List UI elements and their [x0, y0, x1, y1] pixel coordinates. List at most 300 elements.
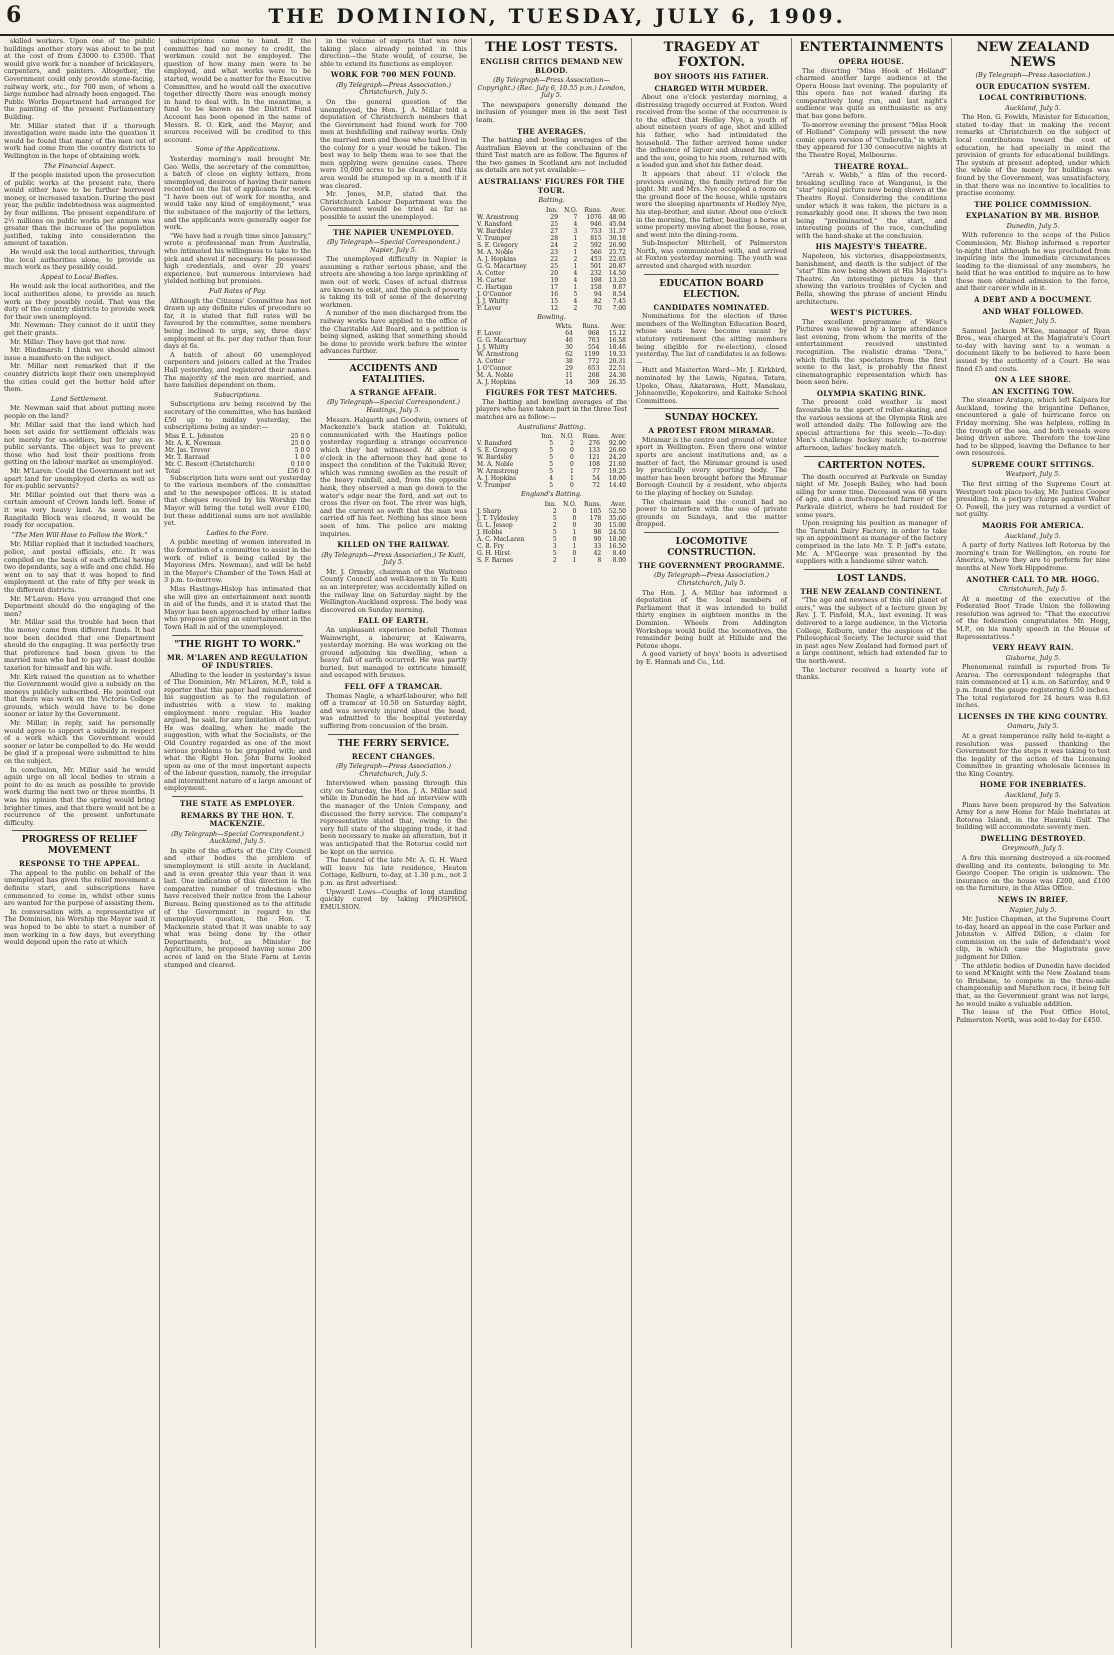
table-cell: C. Hartigan	[477, 283, 513, 291]
paragraph: The athletic bodies of Dunedin have decided to send M'Knight with the New Zealand team to Brisbane, to compete in the three-mile championship and Marathon race, it being felt that, as the Government grant was not large, he would make a valuable addition.	[956, 961, 1110, 1008]
subscriber-name: Mr. C. Bescott (Christchurch)	[165, 460, 255, 468]
subheadline: KILLED ON THE RAILWAY.	[337, 540, 450, 550]
table-header-cell: Runs.	[582, 323, 600, 331]
subheadline: A PROTEST FROM MIRAMAR.	[648, 426, 775, 436]
table-cell: 8.54	[612, 290, 626, 298]
table-cell: 1	[573, 234, 578, 242]
subheadline: CHARGED WITH MURDER.	[654, 83, 769, 93]
table-cell: 12	[550, 304, 559, 312]
table-cell: 13.20	[608, 276, 626, 284]
table-cell: 46	[565, 337, 573, 345]
table-cell: 21.60	[608, 461, 626, 469]
paragraph: The lease of the Post Office Hotel, Palmerston North, was sold to-day for £450.	[956, 1008, 1110, 1024]
table-cell: 18.00	[608, 475, 626, 483]
table-cell: 0	[572, 535, 577, 543]
table-label: Batting.	[538, 196, 565, 205]
table-cell: J. J. Whitty	[477, 297, 509, 305]
article-body	[320, 417, 467, 539]
table-row	[476, 372, 627, 379]
table-header-row	[476, 433, 627, 440]
table-cell: 1	[572, 556, 577, 564]
table-cell: 108	[588, 461, 600, 469]
table-row	[476, 461, 627, 468]
table-header-cell	[476, 433, 535, 440]
table-label: England's Batting.	[521, 490, 582, 499]
table-cell: 17	[550, 283, 559, 291]
table-cell: 72	[592, 482, 600, 490]
subscriber-name: Mr. A. K. Newman	[165, 439, 221, 447]
table-cell: 453	[590, 255, 602, 263]
paragraph: The newspapers generally demand the inclusion of younger men in the next Test team.	[476, 100, 627, 124]
table-cell: 4	[573, 269, 578, 277]
table-cell: M. A. Noble	[477, 461, 514, 469]
table-cell: 18.00	[608, 535, 626, 543]
table-cell: 198	[590, 276, 602, 284]
table-cell: 133	[588, 447, 600, 455]
article-body	[320, 780, 467, 911]
dateline: (By Telegraph—Press Association.)	[975, 71, 1091, 79]
table-row	[476, 330, 627, 337]
table-cell: 14.40	[608, 482, 626, 490]
paragraph: Thomas Nagle, a wharf-labourer, who fell off a tramcar at 10.50 on Saturday night, and was severely injured about the head, was admitted to the hospital yesterday suffering from concussion of the brain.	[320, 691, 467, 730]
table-cell: 5	[549, 447, 554, 455]
subheadline: AND WHAT FOLLOWED.	[982, 306, 1084, 316]
table-cell: 20	[550, 269, 559, 277]
paragraph: Subscription lists were sent out yesterday to the various members of the committee and to the newspaper offices. It is stated that cheques received by his Worship the Mayor will bring the total well over £100, but these additional sums are not available yet.	[164, 473, 311, 528]
subheadline: OLYMPIA SKATING RINK.	[816, 388, 927, 398]
table-header-cell: N.O.	[563, 500, 577, 508]
table-cell: 2	[569, 440, 574, 448]
table-cell: J. O'Connor	[477, 290, 512, 298]
subscription-amount: 25 0 0	[290, 432, 310, 440]
table-cell: 2	[552, 507, 557, 515]
headline: "THE RIGHT TO WORK."	[174, 639, 301, 650]
table-cell: 62	[565, 351, 573, 359]
table-row	[476, 291, 627, 298]
total-amount: £56 0 0	[287, 467, 310, 475]
paragraph: Nominations for the election of three members of the Wellington Education Board, whose seats have become vacant by statutory retirement (the sitting members being eligible for re-election), closed yesterday. The list of candidates is as follows:—	[636, 312, 787, 366]
paragraph: Miramar is the centre and ground of winter sport in Wellington. Even there one winter sports are ancient institutions and, as a matter of fact, the Miramar ground is used by practically every sporting body. The matter has been brought before the Miramar Borough Council by a resident, who objects to the playing of hockey on Sunday.	[636, 435, 787, 497]
subscription-amount: 5 0 0	[294, 446, 310, 454]
table-row	[476, 454, 627, 461]
paragraph: The Hon. G. Fowlds, Minister for Education, stated to-day that in making the recent remarks at Christchurch on the subject of local contributions toward the cost of education, he had specially in mind the provision of grants for educational buildings. The system at present adopted, under which the whole of the money for buildings was found by the Government, was unsatisfactory, in that there was no incentive to localities to practise economy.	[956, 113, 1110, 198]
table-cell: 54	[592, 475, 600, 483]
table-cell: G. L. Jessop	[477, 521, 513, 529]
paragraph: Mr. Millar replied that it included teachers, police, and postal officials, etc. It was compiled on the basis of each official having two dependants, say a wife and one child. He went on to say that it was hoped to find employment at the rate of fifty per week in the different districts.	[4, 540, 155, 594]
subheadline: ENGLISH CRITICS DEMAND NEW BLOOD.	[479, 57, 624, 75]
table-cell: 90	[593, 535, 602, 543]
paragraph: "Arrah v. Webb," a film of the record-breaking sculling race at Wanganui, is the "star" topical picture now being shown at the Theatre Royal. Considering the conditions under which it was taken, the picture is a remarkably good one. It shows the two men being "preliminaried," the start, and interesting points of the race, concluding with the hand-shake at the conclusion.	[796, 171, 947, 240]
table-cell: 14.50	[608, 269, 626, 277]
table-cell: 45.04	[608, 220, 626, 228]
article-body	[4, 38, 155, 161]
table-header-cell: Aver.	[610, 323, 626, 331]
table-cell: 5	[552, 528, 557, 536]
paragraph: With reference to the scope of the Police Commission, Mr. Bishop informed a reporter to-night that although he was precluded from inquiring into the immediate circumstances leading to the dismissal of any members, he held that he was entitled to inquire as to how these men obtained admission to the force, and their career while in it.	[956, 231, 1110, 293]
table-row	[476, 447, 627, 454]
paragraph: The diverting "Miss Hook of Holland" charmed another large audience at the Opera House last evening. The popularity of this opera has not waned during its comparatively long run, and last night's audience was quite as enthusiastic as any that has gone before.	[796, 66, 947, 121]
dateline: (By Telegraph—Press Association.) Te Kuiti, July 5.	[321, 550, 466, 567]
table-cell: 64	[565, 330, 573, 338]
headline: CARTERTON NOTES.	[817, 460, 926, 471]
table-header-cell: Inn.	[541, 433, 554, 441]
table-cell: 16.50	[608, 542, 626, 550]
paragraph: Mr. Millar pointed out that there was a certain amount of Crown lands left. Some of it was very heavy land. As soon as the Rangitaiki Block was cleared, it would be ready for occupation.	[4, 490, 155, 530]
table-cell: S. F. Barnes	[477, 556, 514, 564]
subheadline: HOME FOR INEBRIATES.	[979, 780, 1087, 790]
article-body	[4, 172, 155, 272]
divider	[328, 225, 459, 226]
table-cell: V. Trumper	[477, 234, 511, 242]
table-row	[476, 508, 627, 515]
subscriptions-table	[164, 433, 311, 475]
table-cell: 1	[572, 528, 577, 536]
subheadline: SUPREME COURT SITTINGS.	[971, 459, 1095, 469]
subscription-amount: 25 0 0	[290, 439, 310, 447]
headline: PROGRESS OF RELIEF MOVEMENT	[21, 835, 138, 857]
table-cell: J. J. Whitty	[477, 344, 509, 352]
subheading: Some of the Applications.	[195, 145, 280, 154]
paragraph: A good variety of boys' boots is advertised by E. Hannah and Co., Ltd.	[636, 650, 787, 666]
subheadline: OUR EDUCATION SYSTEM.	[975, 81, 1091, 91]
table-row	[476, 256, 627, 263]
table-cell: V. Ransford	[477, 220, 512, 228]
subheadline: ON A LEE SHORE.	[994, 375, 1072, 385]
table-cell: 25.72	[608, 248, 626, 256]
table-row	[476, 337, 627, 344]
table-cell: 24	[550, 241, 559, 249]
table-cell: 16	[550, 290, 559, 298]
table-cell: J. T. Tyldesley	[477, 514, 519, 522]
table-row	[476, 228, 627, 235]
table-cell: 18.46	[608, 344, 626, 352]
subheading: Appeal to Local Bodies.	[40, 272, 119, 281]
paragraph: Mr. Millar said that the land which had been set aside for settlement officials was not merely for ex-soldiers, but for any ex-public servants. The object was to prevent those who had lost their positions from getting on the labour market as unemployed.	[4, 420, 155, 467]
headline: TRAGEDY AT FOXTON.	[663, 40, 760, 70]
table-cell: 26.35	[608, 379, 626, 387]
article-body	[636, 437, 787, 529]
table-header-cell: Inn.	[546, 206, 559, 214]
paragraph: The death occurred at Parkvale on Sunday night of Mr. Joseph Bailey, who had been ailing for some time. Deceased was 68 years of age, and a much-respected farmer of the Parkvale district, where he had resided for some years.	[796, 472, 947, 519]
paragraph: He would ask the local authorities, through the local authorities alone, to provide as much work as they possibly could.	[4, 248, 155, 272]
table-header-row	[476, 207, 627, 214]
headline: THE FERRY SERVICE.	[337, 738, 450, 749]
article-body	[956, 328, 1110, 374]
article-body	[164, 298, 311, 390]
table-cell: 0	[569, 461, 574, 469]
table-cell: 5	[552, 514, 557, 522]
article-body	[320, 99, 467, 222]
headline: NEW ZEALAND NEWS	[976, 40, 1090, 70]
table-cell: 92.00	[608, 440, 626, 448]
table-cell: 25	[550, 262, 559, 270]
table-cell: F. Laver	[477, 304, 502, 312]
dateline: (By Telegraph—Press Association.) Christchurch, July 5.	[336, 762, 451, 778]
table-cell: 48.90	[608, 213, 626, 221]
paragraph: Alluding to the leader in yesterday's issue of The Dominion, Mr. M'Laren, M.P., told a reporter that this paper had misunderstood his suggestion as to the regulation of industries with a view to making employment more regular. His leader argued, he said, for any limitation of output. He was dealing, when he made the suggestion, with what the Socialists, or the Old Country regarded as one of the most serious problems to be grappled with; and what the Right Hon. John Burns looked upon as one of the most important aspects of the labour question, namely, the irregular and intermittent nature of a large amount of employment.	[164, 670, 311, 793]
table-row	[476, 515, 627, 522]
table-cell: 70	[594, 304, 602, 312]
article-body	[164, 539, 311, 631]
table-cell: 1076	[586, 213, 602, 221]
table-cell: 77	[592, 468, 600, 476]
table-header-cell: Aver.	[610, 500, 626, 508]
table-cell: 369	[587, 379, 600, 387]
table-cell: 28	[550, 234, 559, 242]
divider	[804, 569, 939, 570]
divider	[172, 635, 303, 636]
headline: THE STATE AS EMPLOYER.	[180, 799, 295, 809]
table-header-cell: Wkts.	[555, 323, 573, 331]
article-body	[956, 916, 1110, 1024]
article-body	[956, 733, 1110, 779]
paragraph: A public meeting of women interested in the formation of a committee to assist in the work of relief is being called by the Mayoress (Mrs. Newman), and will be held in the Mayor's Chamber of the Town Hall at 3 p.m. to-morrow.	[164, 538, 311, 585]
table-row	[476, 482, 627, 489]
paragraph: The lecturer received a hearty vote of thanks.	[796, 665, 947, 682]
article-body	[956, 855, 1110, 893]
paragraph: Interviewed when passing through this city on Saturday, the Hon. J. A. Millar said while in Dunedin he had an interview with the manager of the Union Company, and discussed the ferry service. The company's representative stated that, owing to the very full state of the shipping trade, it had been necessary to make an alteration, but it was anticipated that the Rotorua could not be kept on the service.	[320, 779, 467, 856]
paragraph: The unemployed difficulty in Napier is assuming a rather serious phase, and the streets are showing a too large sprinkling of men out of work. Cases of actual distress are known to exist, and the pinch of poverty is taking its toll of some of the deserving workmen.	[320, 255, 467, 309]
table-cell: 592	[590, 241, 602, 249]
table-cell: 0	[572, 514, 577, 522]
table-cell: 9.87	[612, 283, 626, 291]
article-body	[4, 870, 155, 947]
table-header-cell: Inn.	[544, 500, 557, 508]
table-cell: W. Armstrong	[477, 351, 519, 359]
divider	[804, 456, 939, 457]
subheadline: THE AVERAGES.	[517, 126, 586, 136]
table-cell: 94	[594, 290, 602, 298]
paragraph: At a meeting of the executive of the Federated Boot Trade Union the following resolution was agreed to: "That the executive of the federation congratulates Mr. Hogg, M.P., on his manly speech in the House of Representatives."	[956, 594, 1110, 641]
paragraph: Mr. Kirk raised the question as to whether the Government would give a subsidy on the moneys publicly subscribed. He pointed out that there was work on the Victoria College grounds, which would have to be done sooner or later by the Government.	[4, 672, 155, 719]
headline: SUNDAY HOCKEY.	[664, 413, 759, 424]
dateline: (By Telegraph—Press Association.) Christchurch, July 5.	[336, 80, 451, 97]
dateline: (By Telegraph—Press Association.) Christchurch, July 5.	[654, 571, 769, 587]
dateline: Napier, July 5.	[1009, 905, 1057, 914]
column-3	[316, 38, 472, 1648]
table-cell: J. Sharp	[477, 507, 502, 515]
table-cell: 14	[565, 379, 573, 387]
subscription-amount: 0 10 0	[290, 460, 310, 468]
table-cell: S. E. Gregory	[477, 447, 518, 455]
table-cell: 276	[588, 440, 600, 448]
table-cell: 178	[589, 514, 602, 522]
subscription-row	[164, 433, 311, 440]
article-body	[956, 542, 1110, 572]
article-body	[164, 848, 311, 970]
batting-table	[476, 433, 627, 489]
dateline: Westport, July 5.	[1005, 470, 1061, 479]
table-cell: 501	[590, 262, 602, 270]
table-cell: S. E. Gregory	[477, 241, 518, 249]
table-cell: 968	[587, 330, 600, 338]
table-cell: 8	[597, 556, 602, 564]
subscriber-name: Mr. Jas. Trevor	[165, 446, 211, 454]
table-cell: A. Cotter	[477, 358, 505, 366]
table-cell: 29	[550, 213, 559, 221]
subheading: Land Settlement.	[51, 394, 108, 403]
table-cell: 5	[552, 549, 557, 557]
table-cell: A. C. MacLaren	[477, 535, 525, 543]
table-row	[476, 221, 627, 228]
table-row	[476, 529, 627, 536]
table-cell: 5	[549, 482, 554, 490]
paragraph: The batting and bowling averages of the Australian Eleven at the conclusion of the third Test match are as follow. The figures of the two games in Scotland are not included as details are not yet available:—	[476, 136, 627, 175]
paragraph: To-morrow evening the present "Miss Hook of Holland" Company will present the new comic opera version of "Cinderella," in which they appeared for 130 consecutive nights at the Theatre Royal, Melbourne.	[796, 120, 947, 160]
table-cell: A. J. Hopkins	[477, 475, 517, 483]
subheadline: REMARKS BY THE HON. T. MACKENZIE.	[180, 810, 295, 829]
subscriber-name: Mr. T. Barraud	[165, 453, 210, 461]
subheadline: THE POLICE COMMISSION.	[974, 199, 1092, 209]
table-cell: G. G. Macartney	[477, 262, 527, 270]
table-row	[476, 550, 627, 557]
table-row	[476, 543, 627, 550]
article-body	[956, 596, 1110, 642]
newspaper-title: THE DOMINION, TUESDAY, JULY 6, 1909.	[268, 4, 846, 28]
subheadline: MR. M'LAREN AND REGULATION OF INDUSTRIES.	[167, 652, 308, 671]
table-cell: 24.36	[608, 372, 626, 380]
paragraph: "We have had a rough time since January," wrote a professional man from Australia, who intimated his willingness to take to the pick and shovel if necessary. He possessed high credentials, and over 20 years' experience, but numerous interviews had yielded nothing but promises.	[164, 231, 311, 286]
table-header-row	[476, 501, 627, 508]
table-cell: 22.51	[608, 365, 626, 373]
divider	[328, 359, 459, 360]
subscriber-name: Miss E. L. Johnston	[165, 432, 224, 440]
paragraph: The appeal to the public on behalf of the unemployed has given the relief movement a definite start, and subscriptions have commenced to come in, whilst other sums are wanted for the purpose of assisting them.	[4, 868, 155, 908]
divider	[644, 408, 779, 409]
table-cell: 20.87	[608, 262, 626, 270]
paragraph: Sub-Inspector Mitchell, of Palmerston North, was communicated with, and arrived at Foxton yesterday morning. The youth was arrested and charged with murder.	[636, 239, 787, 271]
table-label: Australians' Batting.	[517, 422, 586, 431]
paragraph: Mr. Justice Chapman, at the Supreme Court to-day, heard an appeal in the case Parker and Johnston v. Alfred Dillon, a claim for commission on the sale of defendant's wool clip, in which case the Magistrate gave judgment for Dillon.	[956, 915, 1110, 962]
table-cell: J. Hobbs	[477, 528, 503, 536]
paragraph: Mr. Newman said that about putting more people on the land?	[4, 404, 155, 420]
dateline: (By Telegraph—Special Correspondent.) Auckland, July 5.	[171, 829, 304, 846]
table-cell: 33	[593, 542, 602, 550]
table-cell: 7	[573, 213, 578, 221]
table-header-cell	[476, 323, 547, 330]
table-header-cell: Runs.	[584, 206, 602, 214]
table-cell: 19.33	[608, 351, 626, 359]
batting-table	[476, 207, 627, 312]
subscription-row	[164, 440, 311, 447]
article-body	[796, 474, 947, 566]
table-cell: 26.90	[608, 241, 626, 249]
column-7	[952, 38, 1114, 1648]
table-cell: 2	[573, 255, 578, 263]
paragraph: The steamer Aratapu, which left Kaipara for Auckland, towing the brigantine Defiance, encountered a gale of hurricane force on Friday morning. She was helpless, rolling in the trough of the sea, and both vessels were being driven ashore. Therefore the tow-line had to be slipped, leaving the Defiance to her own resources.	[956, 396, 1110, 458]
dateline: Auckland, July 5.	[1005, 790, 1061, 799]
subheadline: CANDIDATES NOMINATED.	[653, 302, 770, 312]
table-cell: 0	[572, 549, 577, 557]
table-cell: 815	[590, 234, 602, 242]
table-cell: 158	[590, 283, 602, 291]
paragraph: Messrs. Halgarth and Goodwin, owners of Mackenzie's back station at Tukituki, communicated with the Hastings police yesterday regarding a strange occurrence which they had witnessed. At about 4 o'clock in the afternoon they had gone to inspect the condition of the Tukituki River, which was running swollen as the result of the heavy rainfall, and, from the opposite bank, they observed a man go down to the water's edge near the ford, and set out to cross the river on foot. The river was high, and the current so swift that the man was carried off his feet. Nothing has since been seen of him. The police are making inquiries.	[320, 415, 467, 538]
headline: ACCIDENTS AND FATALITIES.	[349, 363, 438, 385]
page-number: 6	[6, 2, 22, 28]
table-cell: 5	[573, 290, 578, 298]
table-cell: 11	[565, 372, 573, 380]
article-body	[796, 399, 947, 452]
paragraph: Napoleon, his victories, disappointments, banishment, and death is the subject of the "star" film now being shown at His Majesty's Theatre. An interesting picture is that showing the various troubles of Cyclen and Bella, showing the phrase of ancient Hindu architecture.	[796, 251, 947, 306]
table-header-row	[476, 323, 627, 330]
table-row	[476, 475, 627, 482]
subheadline: NEWS IN BRIEF.	[997, 895, 1069, 904]
table-cell: 15	[550, 297, 559, 305]
column-1	[0, 38, 160, 1648]
headline: EDUCATION BOARD ELECTION.	[659, 278, 764, 300]
paragraph: A batch of about 60 unemployed carpenters and joiners called at the Trades Hall yesterday, and registered their names. The majority of the men are married, and have families dependent on them.	[164, 350, 311, 390]
table-cell: 105	[589, 507, 602, 515]
headline: THE LOST TESTS.	[485, 40, 618, 55]
paragraph: Upward! Lows—Coughs of long standing quickly cured by taking PHOSPHOL EMULSION.	[320, 887, 467, 911]
table-cell: 42	[593, 549, 602, 557]
subheadline: THEATRE ROYAL.	[834, 161, 909, 171]
paragraph: Mr. Millar: They have got that now.	[10, 337, 127, 346]
table-cell: 1	[573, 262, 578, 270]
subheadline: RECENT CHANGES.	[351, 751, 436, 761]
subheadline: A DEBT AND A DOCUMENT.	[974, 295, 1092, 305]
dateline: Gisborne, July 5.	[1005, 653, 1061, 662]
table-cell: G. G. Macartney	[477, 337, 527, 345]
table-row	[476, 277, 627, 284]
paragraph: Hutt and Masterton Ward—Mr. J. Kirkbird, nominated by the Lewis, Ngatea, Totara, Upoko, Ohau, Akatarawa, Hutt, Manakau, Johnsonville, Kopokoriro, and Kaitoke School Committees.	[636, 366, 787, 405]
article-body	[956, 232, 1110, 293]
divider	[328, 734, 459, 735]
table-cell: 566	[590, 248, 602, 256]
headline: ENTERTAINMENTS	[799, 40, 944, 55]
table-cell: 30	[593, 521, 602, 529]
table-cell: 653	[587, 365, 600, 373]
table-row	[476, 365, 627, 372]
article-body	[956, 802, 1110, 832]
table-cell: 2	[573, 241, 578, 249]
table-cell: 5	[552, 535, 557, 543]
paragraph: Mr. Millar stated that if a thorough investigation were made into the question it would be found that many of the men out of work had come from the country districts to Wellington in the hope of obtaining work.	[4, 121, 155, 160]
paragraph: The Hon. J. A. Millar has informed a deputation of the local members of Parliament that it was intended to build thirty engines in eighteen months in the Dominion. Wheels from Addington Workshops would build the locomotives, the remainder being built at Hillside and the Petone shops.	[636, 588, 787, 650]
paragraph: The funeral of the late Mr. A. G. H. Ward will leave his late residence, Heaton Cottage, Kelburn, to-day, at 1.30 p.m., not 2 p.m. as first advertised.	[320, 856, 467, 887]
article-body	[164, 672, 311, 794]
article-body	[476, 399, 627, 422]
subscriptions-intro: Subscriptions are being received by the secretary of the committee, who has banked £50 up to midday yesterday, the subscriptions being as under:—	[164, 400, 311, 432]
table-cell: 0	[569, 454, 574, 462]
subscription-amount: 1 0 0	[294, 453, 310, 461]
table-row	[476, 557, 627, 564]
table-row	[476, 284, 627, 291]
column-4	[472, 38, 632, 1648]
table-row	[476, 522, 627, 529]
table-cell: 1	[573, 283, 578, 291]
headline: WORK FOR 700 MEN FOUND.	[330, 70, 457, 80]
paragraph: In spite of the efforts of the City Council and other bodies the problem of unemployment is still acute in Auckland, and is even greater this year than it was last. One indication of this direction is the comparative number of tradesmen who have received their notice from the Labour Bureau. Being questioned as to the attitude of the Government in regard to the unemployed question, the Hon. T. Mackenzie stated that it was unable to say what was being done by the other Departments, but, as Minister for Agriculture, he proposed having some 200 acres of land on the State Farm at Levin stumped and cleared.	[164, 846, 311, 969]
table-cell: 23	[550, 248, 559, 256]
subheadline: FELL OFF A TRAMCAR.	[344, 682, 443, 692]
table-row	[476, 468, 627, 475]
article-body	[636, 590, 787, 667]
column-5	[632, 38, 792, 1648]
subheadline: THE GOVERNMENT PROGRAMME.	[638, 560, 785, 570]
dateline: Dunedin, July 5.	[1006, 221, 1060, 230]
table-cell: V. Ransford	[477, 440, 512, 448]
subheadline: ANOTHER CALL TO MR. HOGG.	[966, 574, 1100, 584]
dateline: (By Telegraph—Special Correspondent.) Napier, July 5.	[327, 238, 460, 254]
dateline: Auckland, July 5.	[1005, 103, 1061, 112]
column-2	[160, 38, 316, 1648]
table-cell: 753	[590, 227, 602, 235]
article-body	[164, 475, 311, 528]
table-header-cell	[476, 207, 541, 214]
table-cell: 763	[587, 337, 600, 345]
article-body	[4, 405, 155, 530]
